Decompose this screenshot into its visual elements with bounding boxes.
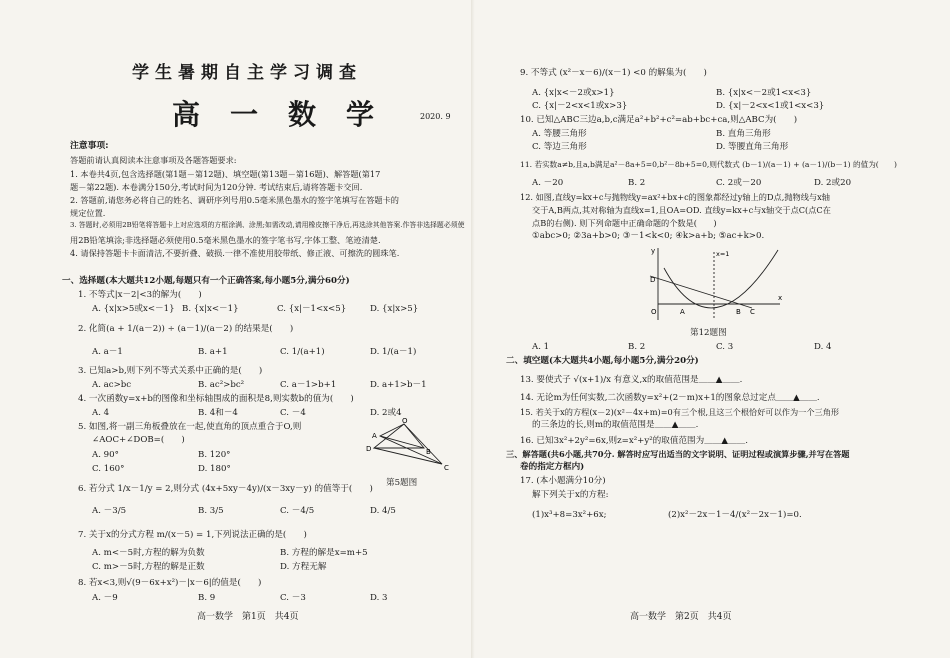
question-6: 6. 若分式 1/x－1/y = 2,则分式 (4x+5xy－4y)/(x－3xy－y) 的值等于( )	[78, 484, 373, 494]
figure-12-caption: 第12题图	[690, 328, 727, 338]
option-b: B. 2	[628, 178, 646, 188]
point-label: D	[366, 445, 372, 453]
option-d: D. 1/(a－1)	[370, 347, 417, 357]
question-16: 16. 已知3x²+2y²=6x,则z=x²+y²的取值范围为＿＿▲＿＿.	[520, 436, 748, 446]
point-label: B	[426, 448, 431, 456]
page-2	[506, 0, 900, 658]
notice-line: 4. 请保持答题卡卡面清洁,不要折叠、破损.一律不准使用胶带纸、修正液、可擦洗的圆珠笔.	[70, 248, 400, 258]
notice-line: 答题前请认真阅读本注意事项及各题答题要求:	[70, 155, 237, 165]
option-a: A. 4	[92, 408, 110, 418]
option-b: B. 4和－4	[198, 408, 238, 418]
question-14: 14. 无论m为任何实数,二次函数y=x²+(2－m)x+1的图象总过定点＿＿▲＿＿.	[520, 393, 820, 403]
question-17-part-1: (1)x³+8=3x²+6x;	[532, 510, 607, 520]
option-b: B. 9	[198, 593, 216, 603]
option-a: A. {x|x>5或x<－1}	[92, 304, 175, 314]
question-1: 1. 不等式|x－2|<3的解为( )	[78, 290, 202, 300]
section-heading-solve-cont: 卷的指定方框内)	[520, 462, 585, 472]
point-label: A	[372, 432, 377, 440]
parabola	[664, 250, 778, 308]
option-c: C. m>－5时,方程的解是正数	[92, 562, 205, 572]
option-d: D. {x|x>5}	[370, 304, 419, 314]
question-12-statements: ①abc>0; ②3a+b>0; ③－1<k<0; ④k>a+b; ⑤ac+k>0.	[532, 231, 765, 241]
question-5: 5. 如图,将一副三角板叠放在一起,使直角的顶点重合于O,则	[78, 422, 302, 432]
option-c: C. 160°	[92, 464, 125, 474]
question-3: 3. 已知a>b,则下列不等式关系中正确的是( )	[78, 366, 263, 376]
option-a: A. －20	[532, 178, 564, 188]
option-a: A. a－1	[92, 347, 123, 357]
notice-line: 用2B铅笔填涂;非选择题必须使用0.5毫米黑色墨水的签字笔书写,字体工整、笔迹清楚.	[70, 235, 381, 245]
notice-line: 规定位置.	[70, 208, 106, 218]
question-12-cont: 点B的右侧). 则下列命题中正确命题的个数是( )	[532, 218, 717, 228]
option-a: A. {x|x<－2或x>1}	[532, 88, 615, 98]
point-label: O	[402, 418, 408, 425]
option-d: D. 方程无解	[280, 562, 327, 572]
question-17-part-2: (2)x²－2x－1－4/(x²－2x－1)=0.	[668, 510, 802, 520]
section-heading-choice: 一、选择题(本大题共12小题,每题只有一个正确答案,每小题5分,满分60分)	[62, 276, 350, 286]
page-fold	[471, 0, 477, 658]
option-b: B. {x|x<－2或1<x<3}	[716, 88, 812, 98]
question-17: 17. (本小题满分10分)	[520, 476, 606, 486]
question-7: 7. 关于x的分式方程 m/(x－5) = 1,下列说法正确的是( )	[78, 530, 307, 540]
option-c: C. a－1>b+1	[280, 380, 337, 390]
question-13: 13. 要使式子 √(x+1)/x 有意义,x的取值范围是＿＿▲＿＿.	[520, 375, 743, 385]
option-d: D. 2或4	[370, 408, 402, 418]
question-12: 12. 如图,直线y=kx+c与抛物线y=ax²+bx+c的图象都经过y轴上的D点,抛物线与x轴	[520, 192, 830, 202]
page-footer: 高一数学 第1页 共4页	[197, 612, 299, 622]
option-c: C. 等边三角形	[532, 142, 587, 152]
option-b: B. 3/5	[198, 506, 224, 516]
exam-title: 学生暑期自主学习调查	[132, 63, 362, 83]
question-15: 15. 若关于x的方程(x－2)(x²－4x+m)=0有三个根,且这三个根恰好可以作为一个三角形	[520, 407, 840, 417]
symmetry-label: x=1	[716, 250, 730, 258]
notice-heading: 注意事项:	[70, 141, 109, 151]
option-d: D. a+1>b－1	[370, 380, 427, 390]
question-8: 8. 若x<3,则√(9－6x+x²)－|x－6|的值是( )	[78, 578, 262, 588]
question-15-cont: 的三条边的长,则m的取值范围是＿＿▲＿＿.	[532, 420, 699, 430]
option-a: A. 90°	[92, 450, 119, 460]
question-2: 2. 化简(a + 1/(a－2)) ÷ (a－1)/(a－2) 的结果是( )	[78, 324, 294, 334]
option-c: C. 1/(a+1)	[280, 347, 325, 357]
page-footer: 高一数学 第2页 共4页	[630, 612, 732, 622]
point-label: A	[680, 308, 685, 316]
notice-line: 2. 答题前,请您务必将自己的姓名、调研序列号用0.5毫米黑色墨水的签字笔填写在答题卡的	[70, 195, 399, 205]
point-label: C	[444, 464, 449, 472]
section-heading-solve: 三、解答题(共6小题,共70分. 解答时应写出适当的文字说明、证明过程或演算步骤,并写在答题	[506, 449, 850, 459]
notice-line: 题－第22题). 本卷满分150分,考试时间为120分钟. 考试结束后,请将答题卡交回.	[70, 182, 363, 192]
question-11: 11. 若实数a≠b,且a,b满足a²－8a+5=0,b²－8b+5=0,则代数式 (b－1)/(a－1) + (a－1)/(b－1) 的值为( )	[520, 160, 897, 169]
option-d: D. 4	[814, 342, 832, 352]
subject-title: 高一数学	[172, 98, 405, 131]
option-d: D. 2或20	[814, 178, 852, 188]
option-c: C. {x|－1<x<5}	[277, 304, 347, 314]
point-label: O	[651, 308, 657, 316]
line-dc	[650, 276, 752, 308]
option-a: A. m<－5时,方程的解为负数	[92, 548, 205, 558]
option-c: C. 3	[716, 342, 734, 352]
option-b: B. 直角三角形	[716, 129, 771, 139]
option-a: A. ac>bc	[92, 380, 132, 390]
question-9: 9. 不等式 (x²－x－6)/(x－1) <0 的解集为( )	[520, 68, 707, 78]
option-d: D. {x|－2<x<1或1<x<3}	[716, 101, 825, 111]
option-d: D. 180°	[198, 464, 231, 474]
question-17-prompt: 解下列关于x的方程:	[532, 490, 609, 500]
option-b: B. 120°	[198, 450, 231, 460]
option-d: D. 等腰直角三角形	[716, 142, 789, 152]
option-a: A. －9	[92, 593, 118, 603]
exam-date: 2020. 9	[420, 112, 451, 121]
notice-line: 1. 本卷共4页,包含选择题(第1题－第12题)、填空题(第13题－第16题)、解答题(第17	[70, 169, 381, 179]
question-12-cont: 交于A,B两点,其对称轴为直线x=1,且OA=OD. 直线y=kx+c与x轴交于点C(点C在	[532, 205, 831, 215]
point-label: B	[736, 308, 741, 316]
option-a: A. 等腰三角形	[532, 129, 587, 139]
page-1	[62, 0, 465, 658]
option-b: B. 方程的解是x=m+5	[280, 548, 368, 558]
question-10: 10. 已知△ABC三边a,b,c满足a²+b²+c²=ab+bc+ca,则△ABC为( )	[520, 115, 798, 125]
option-b: B. ac²>bc²	[198, 380, 245, 390]
point-label: D	[650, 276, 656, 284]
figure-5-caption: 第5题图	[386, 478, 418, 488]
option-c: C. －3	[280, 593, 306, 603]
option-a: A. 1	[532, 342, 550, 352]
option-c: C. {x|－2<x<1或x>3}	[532, 101, 628, 111]
figure-12-graph	[640, 244, 785, 322]
question-4: 4. 一次函数y=x+b的图像和坐标轴围成的面积是8,则实数b的值为( )	[78, 394, 354, 404]
option-b: B. {x|x<－1}	[182, 304, 239, 314]
option-c: C. 2或－20	[716, 178, 762, 188]
point-label: C	[750, 308, 755, 316]
option-b: B. 2	[628, 342, 646, 352]
question-5-cont: ∠AOC+∠DOB=( )	[92, 435, 185, 445]
option-a: A. －3/5	[92, 506, 127, 516]
axis-label: x	[778, 294, 783, 302]
option-c: C. －4/5	[280, 506, 315, 516]
option-c: C. －4	[280, 408, 306, 418]
figure-5-triangles	[362, 418, 452, 478]
option-d: D. 4/5	[370, 506, 396, 516]
option-b: B. a+1	[198, 347, 228, 357]
option-d: D. 3	[370, 593, 388, 603]
section-heading-fill: 二、填空题(本大题共4小题,每小题5分,满分20分)	[506, 356, 699, 366]
axis-label: y	[651, 247, 656, 255]
notice-line: 3. 答题时,必须用2B铅笔将答题卡上对应选项的方框涂满、涂黑;如需改动,请用橡皮擦干净后,再选涂其他答案.作答非选择题必须使	[70, 221, 465, 229]
